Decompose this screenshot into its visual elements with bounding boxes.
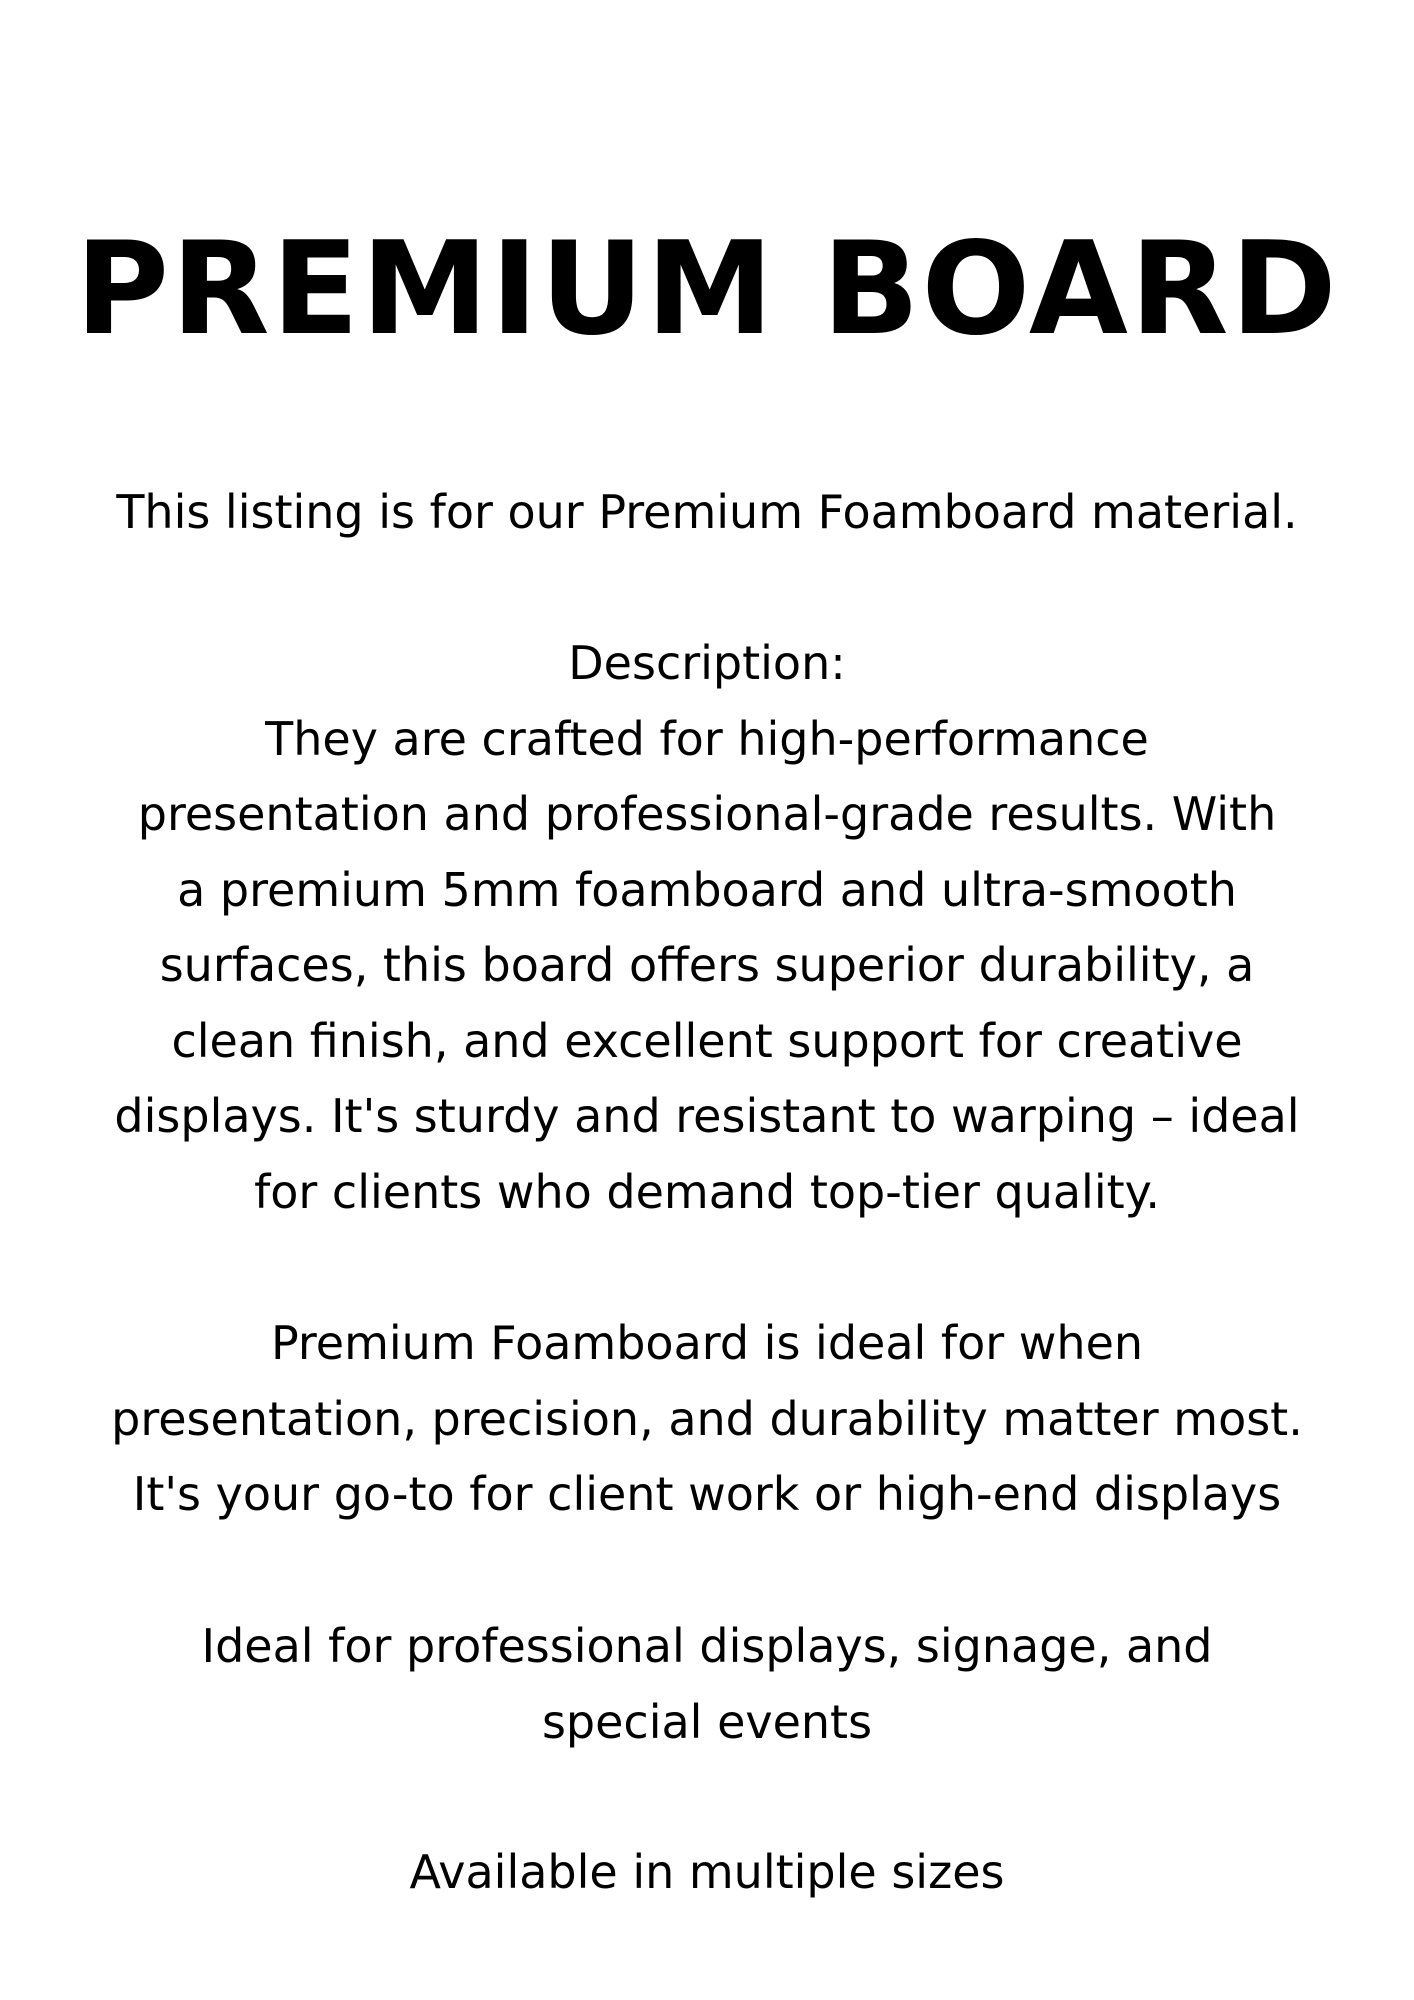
summary-section: [90, 1306, 1324, 1533]
sizes-text: [90, 1835, 1324, 1911]
description-line: They are crafted for high-performance: [265, 711, 1149, 766]
summary-line: It's your go-to for client work or high-end displays: [132, 1467, 1282, 1521]
intro-line: This listing is for our Premium Foamboard material.: [116, 485, 1298, 539]
description-line: surfaces, this board offers superior durability, a: [159, 938, 1255, 992]
uses-line: Ideal for professional displays, signage, and: [201, 1619, 1213, 1673]
description-heading: Description:: [568, 636, 846, 690]
intro-text: [90, 475, 1324, 551]
description-line: presentation and professional-grade results. With: [137, 787, 1277, 841]
uses-section: [90, 1609, 1324, 1760]
description-section: [90, 626, 1324, 1230]
description-line: for clients who demand top-tier quality.: [254, 1164, 1160, 1219]
page-title: PREMIUM BOARD: [75, 215, 1339, 364]
description-line: displays. It's sturdy and resistant to warping – ideal: [114, 1089, 1300, 1143]
uses-line: special events: [541, 1694, 873, 1749]
description-line: clean finish, and excellent support for creative: [171, 1013, 1243, 1068]
sizes-line: Available in multiple sizes: [409, 1845, 1005, 1899]
summary-line: presentation, precision, and durability matter most.: [111, 1391, 1303, 1446]
summary-line: Premium Foamboard is ideal for when: [270, 1316, 1144, 1370]
description-line: a premium 5mm foamboard and ultra-smooth: [177, 862, 1237, 917]
